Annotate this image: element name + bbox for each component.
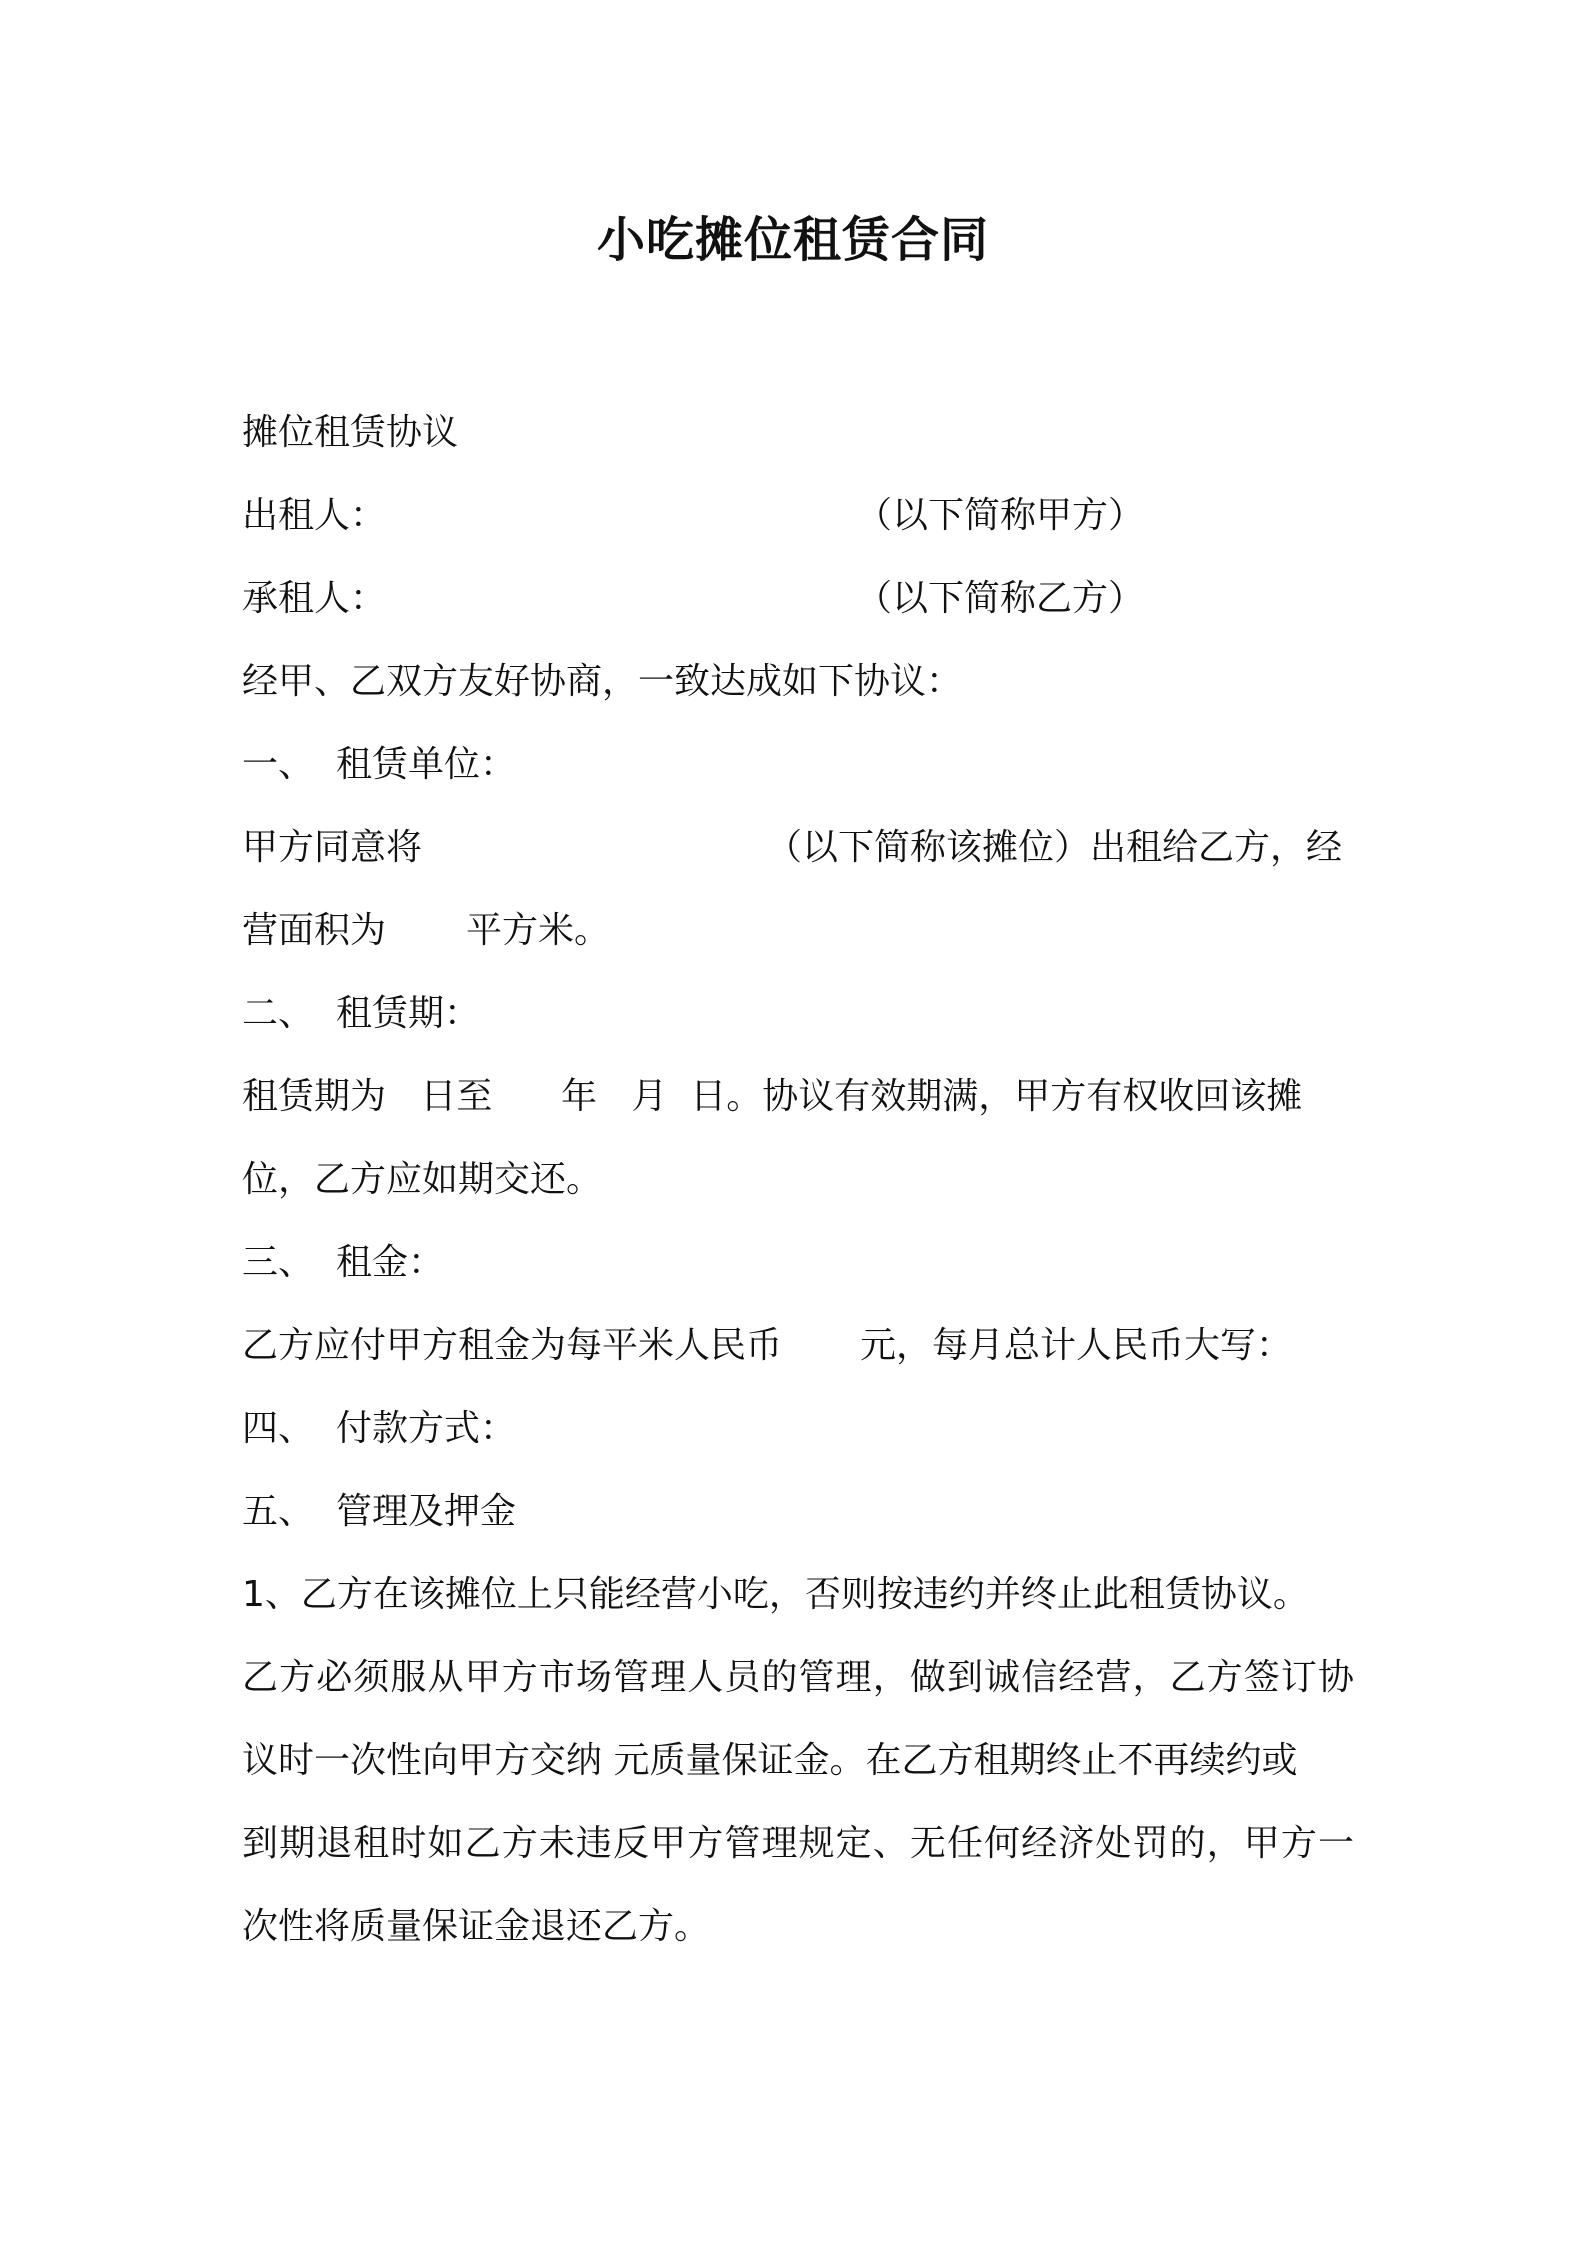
section-1-line-2-start: 营面积为 xyxy=(242,910,387,951)
lessor-label: 出租人： xyxy=(242,495,387,536)
section-5-line-2: 乙方必须服从甲方市场管理人员的管理，做到诚信经营，乙方签订协 xyxy=(242,1657,1354,1698)
lessor-alias: （以下简称甲方） xyxy=(856,495,1145,536)
lessee-alias: （以下简称乙方） xyxy=(856,578,1145,619)
agreement-subtitle: 摊位租赁协议 xyxy=(242,412,459,453)
section-5-title: 管理及押金 xyxy=(336,1491,517,1532)
section-5-heading xyxy=(242,1487,516,1537)
section-4-heading xyxy=(242,1404,516,1454)
section-2-line-2: 位，乙方应如期交还。 xyxy=(242,1159,603,1200)
lessee-label: 承租人： xyxy=(242,578,387,619)
intro-paragraph: 经甲、乙双方友好协商，一致达成如下协议： xyxy=(242,661,963,702)
section-1-heading xyxy=(242,740,516,790)
section-3-number: 三、 xyxy=(242,1242,315,1283)
section-2-title: 租赁期： xyxy=(336,993,481,1034)
section-4-title: 付款方式： xyxy=(336,1408,517,1449)
section-2-number: 二、 xyxy=(242,993,315,1034)
section-3-heading xyxy=(242,1238,444,1288)
section-5-line-5: 次性将质量保证金退还乙方。 xyxy=(242,1906,711,1947)
section-1-number: 一、 xyxy=(242,744,315,785)
section-3-line-1-end: 元，每月总计人民币大写： xyxy=(860,1325,1293,1366)
section-3-line-1-start: 乙方应付甲方租金为每平米人民币 xyxy=(242,1325,783,1366)
section-5-line-3: 议时一次性向甲方交纳 元质量保证金。在乙方租期终止不再续约或 xyxy=(242,1740,1298,1781)
section-3-title: 租金： xyxy=(336,1242,445,1283)
section-2-heading xyxy=(242,989,480,1039)
section-2-line-1: 租赁期为 日至 年 月 日。协议有效期满，甲方有权收回该摊 xyxy=(242,1076,1303,1117)
section-5-line-4: 到期退租时如乙方未违反甲方管理规定、无任何经济处罚的，甲方一 xyxy=(242,1823,1354,1864)
section-1-line-1-start: 甲方同意将 xyxy=(242,827,423,868)
document-title: 小吃摊位租赁合同 xyxy=(596,212,989,268)
section-1-line-1-end: （以下简称该摊位）出租给乙方，经 xyxy=(766,827,1343,868)
section-5-line-1: 1、乙方在该摊位上只能经营小吃，否则按违约并终止此租赁协议。 xyxy=(242,1574,1309,1615)
section-1-line-2-end: 平方米。 xyxy=(466,910,611,951)
section-1-title: 租赁单位： xyxy=(336,744,517,785)
section-4-number: 四、 xyxy=(242,1408,315,1449)
section-5-number: 五、 xyxy=(242,1491,315,1532)
